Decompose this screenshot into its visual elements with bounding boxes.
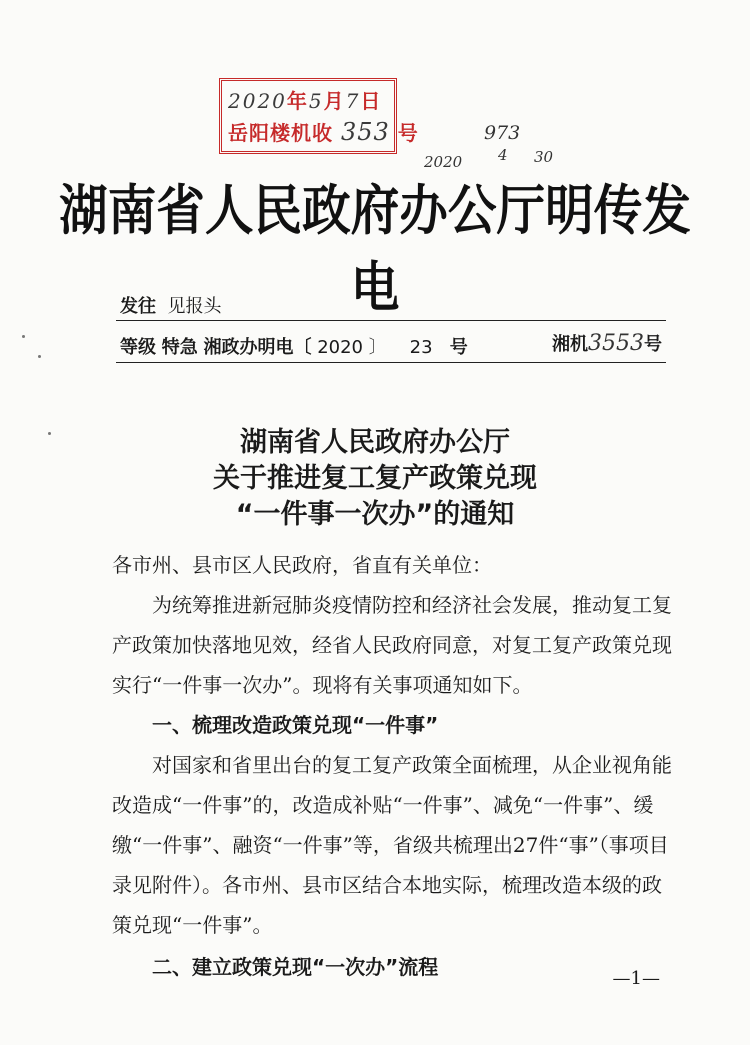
divider-2 [116, 362, 666, 363]
section-heading-2: 二、建立政策兑现“一次办”流程 [152, 955, 439, 979]
handwritten-date-day: 30 [534, 148, 554, 166]
received-stamp [219, 78, 419, 154]
grade-value: 特急 [161, 337, 198, 358]
machine-label: 湘机 [552, 334, 588, 355]
paragraph-section-1: 对国家和省里出台的复工复产政策全面梳理，从企业视角能改造成“一件事”的，改造成补贴“一件事”、减免“一件事”、缓缴“一件事”、融资“一件事”等，省级共梳理出27件“事”（事项目录见附件）。各市州、县市区结合本地实际，梳理改造本级的政策兑现“一件事”。 [112, 753, 672, 937]
notice-title-line-1: 湖南省人民政府办公厅 [240, 427, 510, 458]
stamp-year-char: 年 [286, 89, 309, 113]
stamp-office-row [228, 117, 419, 146]
stamp-day-char: 日 [360, 89, 383, 113]
doc-number: 23 [409, 337, 433, 358]
handwritten-number-note: 973 [484, 122, 521, 144]
machine-number: 3553 [588, 331, 644, 356]
doc-year: 2020 [317, 337, 364, 358]
send-to-line [120, 292, 221, 318]
machine-number-group [552, 330, 662, 356]
scan-speck [48, 432, 51, 435]
masthead: 湖南省人民政府办公厅明传发电 [59, 179, 691, 319]
stamp-handwritten-day: 7 [345, 89, 361, 113]
handwritten-date-month: 4 [498, 146, 508, 164]
stamp-handwritten-number: 353 [340, 118, 390, 146]
send-to-value: 见报头 [167, 296, 222, 317]
stamp-date-row [228, 85, 382, 114]
stamp-month-char: 月 [323, 89, 346, 113]
divider-1 [116, 320, 666, 321]
stamp-handwritten-year: 2020 [228, 89, 287, 113]
handwritten-date-year: 2020 [424, 153, 463, 171]
doc-prefix: 湘政办明电〔 [203, 337, 312, 358]
doc-hao: 号 [449, 337, 468, 358]
machine-hao: 号 [644, 334, 662, 355]
section-heading-1: 一、梳理改造政策兑现“一件事” [152, 713, 439, 737]
scan-speck [22, 335, 25, 338]
paragraph-intro: 为统筹推进新冠肺炎疫情防控和经济社会发展，推动复工复产政策加快落地见效，经省人民政府同意，对复工复产政策兑现实行“一件事一次办”。现将有关事项通知如下。 [112, 593, 672, 697]
send-to-label: 发往 [120, 296, 156, 317]
doc-suffix: 〕 [368, 337, 387, 358]
notice-title-line-3: “一件事一次办”的通知 [235, 499, 515, 530]
document-body [112, 545, 672, 987]
grade-label: 等级 [120, 337, 156, 358]
page-number: —1— [612, 968, 660, 989]
addressee: 各市州、县市区人民政府，省直有关单位： [112, 553, 492, 577]
stamp-number-char: 号 [397, 121, 419, 145]
stamp-office-text: 岳阳楼机收 [228, 121, 333, 145]
notice-title-line-2: 关于推进复工复产政策兑现 [213, 463, 537, 494]
scan-speck [38, 355, 41, 358]
stamp-handwritten-month: 5 [308, 89, 324, 113]
